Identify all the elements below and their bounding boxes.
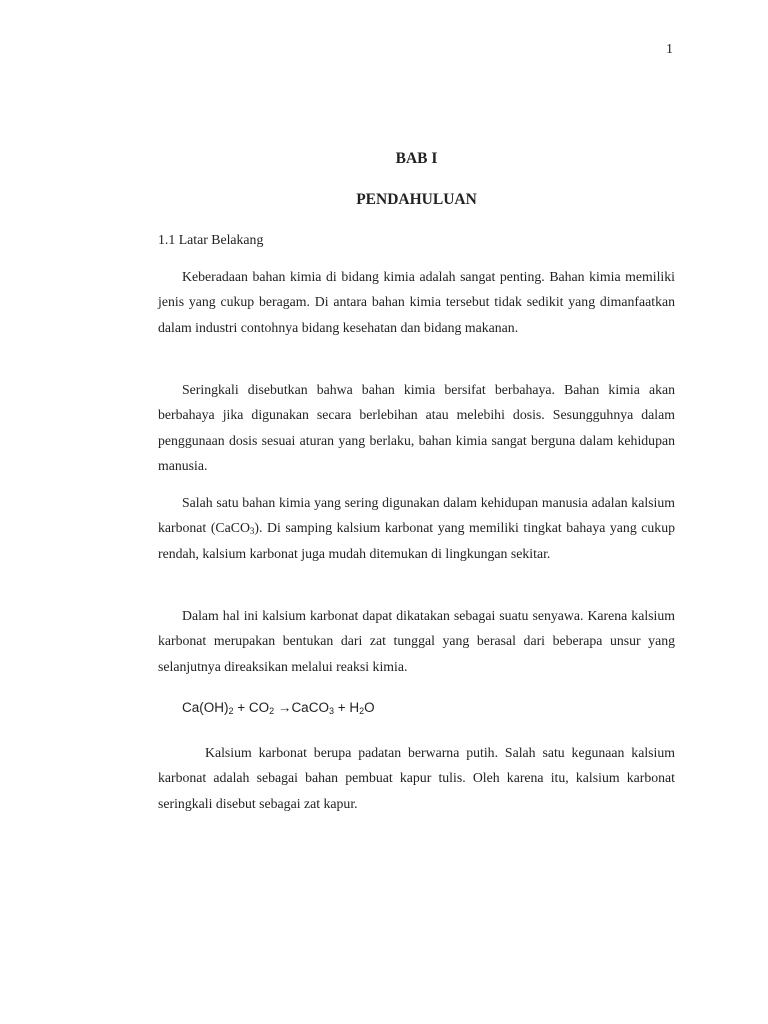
product-2-part-b: O (364, 700, 375, 715)
product-1-subscript: 3 (328, 706, 334, 716)
reactant-2-subscript: 2 (269, 706, 275, 716)
paragraph-2: Seringkali disebutkan bahwa bahan kimia bersifat berbahaya. Bahan kimia akan berbahaya jika digunakan secara berlebihan atau melebihi dosis. Sesungguhnya dalam penggunaan dosis sesuai aturan yang berlaku, bahan kimia sangat berguna dalam kehidupan manusia. (158, 382, 675, 473)
chemical-equation (182, 700, 375, 715)
paragraph-5: Kalsium karbonat berupa padatan berwarna putih. Salah satu kegunaan kalsium karbonat adalah sebagai bahan pembuat kapur tulis. Oleh karena itu, kalsium karbonat seringkali disebut sebagai zat kapur. (158, 745, 675, 811)
paragraph-4: Dalam hal ini kalsium karbonat dapat dikatakan sebagai suatu senyawa. Karena kalsium karbonat merupakan bentukan dari zat tunggal yang berasal dari beberapa unsur yang selanjutnya direaksikan melalui reaksi kimia. (158, 608, 675, 674)
chapter-title: PENDAHULUAN (356, 191, 477, 208)
paragraph-3-text-after: ). Di samping kalsium karbonat yang memiliki tingkat bahaya yang cukup rendah, kalsium karbonat juga mudah ditemukan di lingkungan sekitar. (158, 520, 675, 561)
reactant-1-subscript: 2 (228, 706, 234, 716)
plus-sign-1: + (233, 700, 249, 715)
reactant-2: CO (248, 700, 270, 715)
product-1: CaCO (291, 700, 329, 715)
page-number: 1 (666, 42, 673, 57)
section-heading: 1.1 Latar Belakang (158, 232, 264, 247)
paragraph-3-subscript: 3 (249, 526, 255, 537)
paragraph-1: Keberadaan bahan kimia di bidang kimia adalah sangat penting. Bahan kimia memiliki jenis yang cukup beragam. Di antara bahan kimia tersebut tidak sedikit yang dimanfaatkan dalam industri contohnya bidang kesehatan dan bidang makanan. (158, 269, 675, 335)
plus-sign-2: + (333, 700, 350, 715)
product-2-subscript: 2 (359, 706, 365, 716)
paragraph-3-text-before: Salah satu bahan kimia yang sering digunakan dalam kehidupan manusia adalan kalsium karbonat (CaCO (158, 495, 675, 536)
reactant-1: Ca(OH) (182, 700, 229, 715)
product-2-part-a: H (349, 700, 360, 715)
arrow-icon: → (274, 700, 292, 715)
chapter-number: BAB I (395, 150, 438, 167)
paragraph-3 (158, 490, 675, 566)
